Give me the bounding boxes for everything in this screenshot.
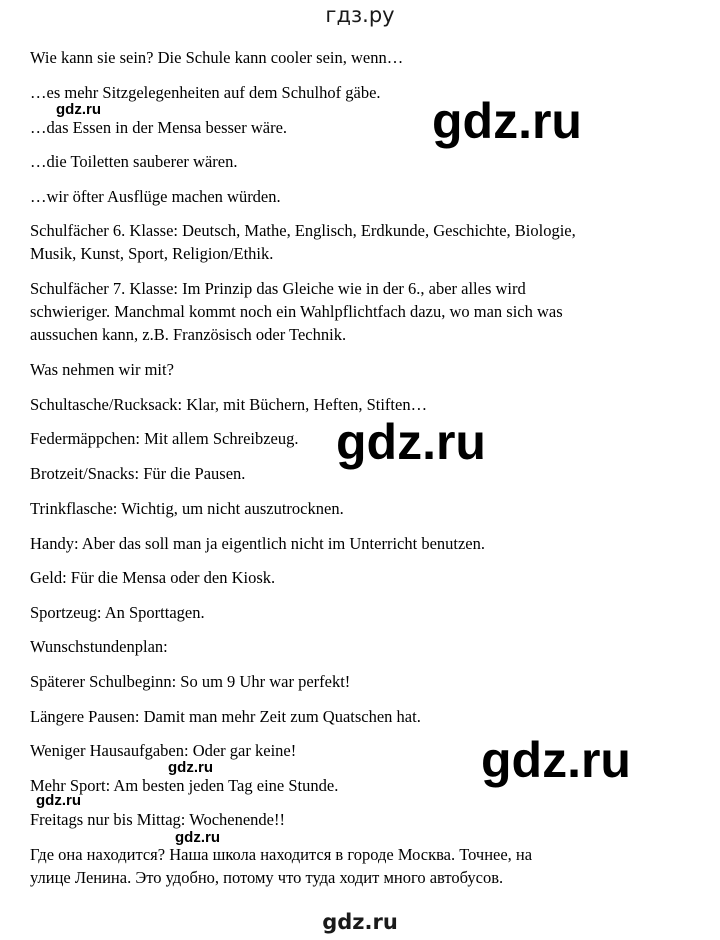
text-line: schwieriger. Manchmal kommt noch ein Wahlpflichtfach dazu, wo man sich was <box>30 302 563 321</box>
text-line: …die Toiletten sauberer wären. <box>30 152 238 171</box>
text-line: Schultasche/Rucksack: Klar, mit Büchern, Heften, Stiften… <box>30 395 428 414</box>
watermark-small: gdz.ru <box>56 101 101 118</box>
text-line: Musik, Kunst, Sport, Religion/Ethik. <box>30 244 274 263</box>
text-line: улице Ленина. Это удобно, потому что туда ходит много автобусов. <box>30 868 504 887</box>
text-line: Späterer Schulbeginn: So um 9 Uhr war perfekt! <box>30 672 351 691</box>
text-line: Schulfächer 7. Klasse: Im Prinzip das Gleiche wie in der 6., aber alles wird <box>30 279 526 298</box>
text-line: Weniger Hausaufgaben: Oder gar keine! <box>30 741 297 760</box>
watermark-large: gdz.ru <box>432 93 582 149</box>
text-line: Schulfächer 6. Klasse: Deutsch, Mathe, Englisch, Erdkunde, Geschichte, Biologie, <box>30 221 576 240</box>
watermark-large: gdz.ru <box>481 732 631 788</box>
text-line: Trinkflasche: Wichtig, um nicht auszutrocknen. <box>30 499 344 518</box>
text-line: Brotzeit/Snacks: Für die Pausen. <box>30 464 246 483</box>
text-line: Federmäppchen: Mit allem Schreibzeug. <box>30 429 299 448</box>
text-line: Sportzeug: An Sporttagen. <box>30 603 205 622</box>
text-line: …es mehr Sitzgelegenheiten auf dem Schulhof gäbe. <box>30 83 381 102</box>
text-line: Где она находится? Наша школа находится в городе Москва. Точнее, на <box>30 845 533 864</box>
text-line: …das Essen in der Mensa besser wäre. <box>30 118 288 137</box>
watermark-small: gdz.ru <box>36 792 81 809</box>
site-footer: gdz.ru <box>322 910 398 934</box>
site-header: гдз.ру <box>325 3 395 27</box>
text-line: Freitags nur bis Mittag: Wochenende!! <box>30 810 285 829</box>
watermark-large: gdz.ru <box>336 414 486 470</box>
text-line: aussuchen kann, z.B. Französisch oder Technik. <box>30 325 347 344</box>
text-line: Wunschstundenplan: <box>30 637 168 656</box>
text-line: …wir öfter Ausflüge machen würden. <box>30 187 281 206</box>
text-line: Wie kann sie sein? Die Schule kann cooler sein, wenn… <box>30 48 404 67</box>
watermark-small: gdz.ru <box>168 759 213 776</box>
text-line: Längere Pausen: Damit man mehr Zeit zum Quatschen hat. <box>30 707 421 726</box>
text-line: Handy: Aber das soll man ja eigentlich nicht im Unterricht benutzen. <box>30 534 485 553</box>
text-line: Geld: Für die Mensa oder den Kiosk. <box>30 568 276 587</box>
watermark-small: gdz.ru <box>175 829 220 846</box>
text-line: Mehr Sport: Am besten jeden Tag eine Stunde. <box>30 776 339 795</box>
text-line: Was nehmen wir mit? <box>30 360 174 379</box>
